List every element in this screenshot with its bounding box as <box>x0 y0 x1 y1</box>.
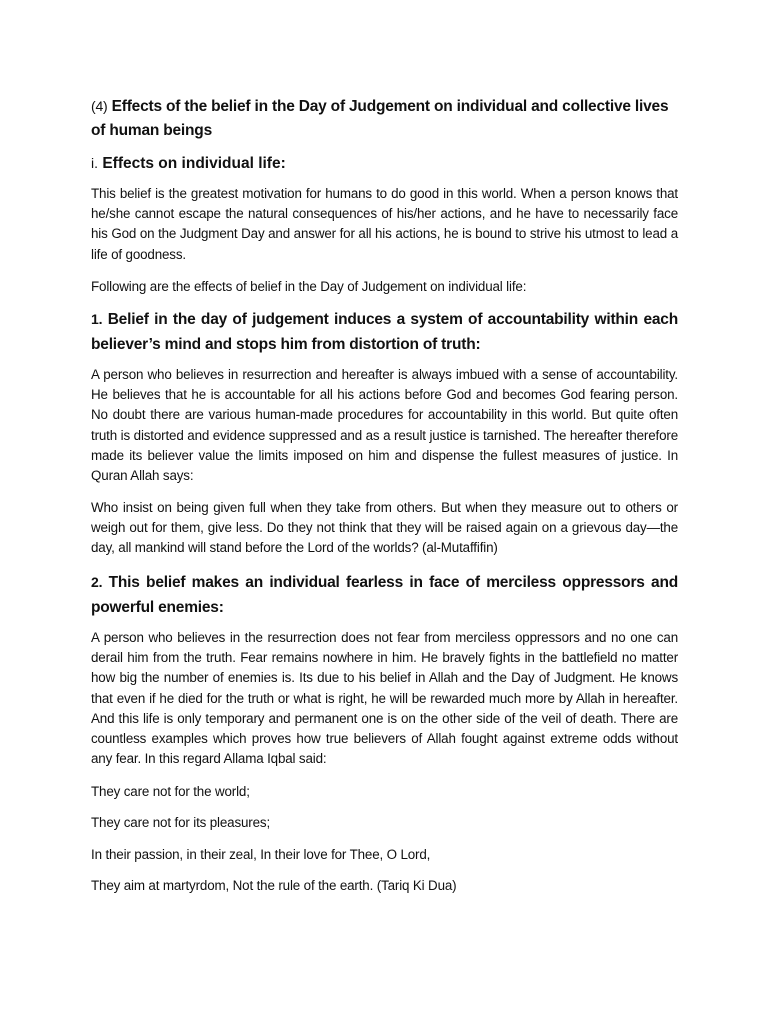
section-heading <box>91 152 678 175</box>
title-number: (4) <box>91 98 108 114</box>
point-2-text: This belief makes an individual fearless in face of merciless oppressors and powerful enemies: <box>91 574 678 616</box>
point-1-text: Belief in the day of judgement induces a system of accountability within each believer’s mind and stops him from distortion of truth: <box>91 311 678 353</box>
poem-line-3: In their passion, in their zeal, In their love for Thee, O Lord, <box>91 847 431 862</box>
section-number: i. <box>91 155 98 171</box>
intro-paragraph: This belief is the greatest motivation for humans to do good in this world. When a person knows that he/she cannot escape the natural consequences of his/her actions, and he have to necessarily face his God on the Judgment Day and answer for all his actions, he is bound to strive his utmost to lead a life of goodness. <box>91 186 678 262</box>
poem-line-2: They care not for its pleasures; <box>91 815 271 830</box>
point-1-number: 1. <box>91 311 103 327</box>
following-line: Following are the effects of belief in the Day of Judgement on individual life: <box>91 279 527 294</box>
section-text: Effects on individual life: <box>102 155 286 172</box>
title-text: Effects of the belief in the Day of Judgement on individual and collective lives of human beings <box>91 98 669 139</box>
point-1-heading <box>91 307 678 357</box>
poem-line-4: They aim at martyrdom, Not the rule of the earth. (Tariq Ki Dua) <box>91 878 457 893</box>
point-2-number: 2. <box>91 574 103 590</box>
point-1-paragraph: A person who believes in resurrection and hereafter is always imbued with a sense of accountability. He believes that he is accountable for all his actions before God and becomes God fearing person. No doubt there are various human-made procedures for accountability in this world. But quite often truth is distorted and evidence suppressed and as a result justice is tarnished. The hereafter therefore made its believer value the limits imposed on him and dispense the fullest measures of justice. In Quran Allah says: <box>91 367 678 484</box>
point-2-heading <box>91 570 678 620</box>
document-title <box>91 94 678 143</box>
point-2-paragraph: A person who believes in the resurrection does not fear from merciless oppressors and no one can derail him from the truth. Fear remains nowhere in him. He bravely fights in the battlefield no matter how big the number of enemies is. Its due to his belief in Allah and the Day of Judgment. He knows that even if he died for the truth or what is right, he will be rewarded much more by Allah in hereafter. And this life is only temporary and permanent one is on the other side of the veil of death. There are countless examples which proves how true believers of Allah fought against extreme odds without any fear. In this regard Allama Iqbal said: <box>91 630 678 767</box>
point-1-quote: Who insist on being given full when they take from others. But when they measure out to others or weigh out for them, give less. Do they not think that they will be raised again on a grievous day—the day, all mankind will stand before the Lord of the worlds? (al-Mutaffifin) <box>91 500 678 556</box>
poem-line-1: They care not for the world; <box>91 784 250 799</box>
